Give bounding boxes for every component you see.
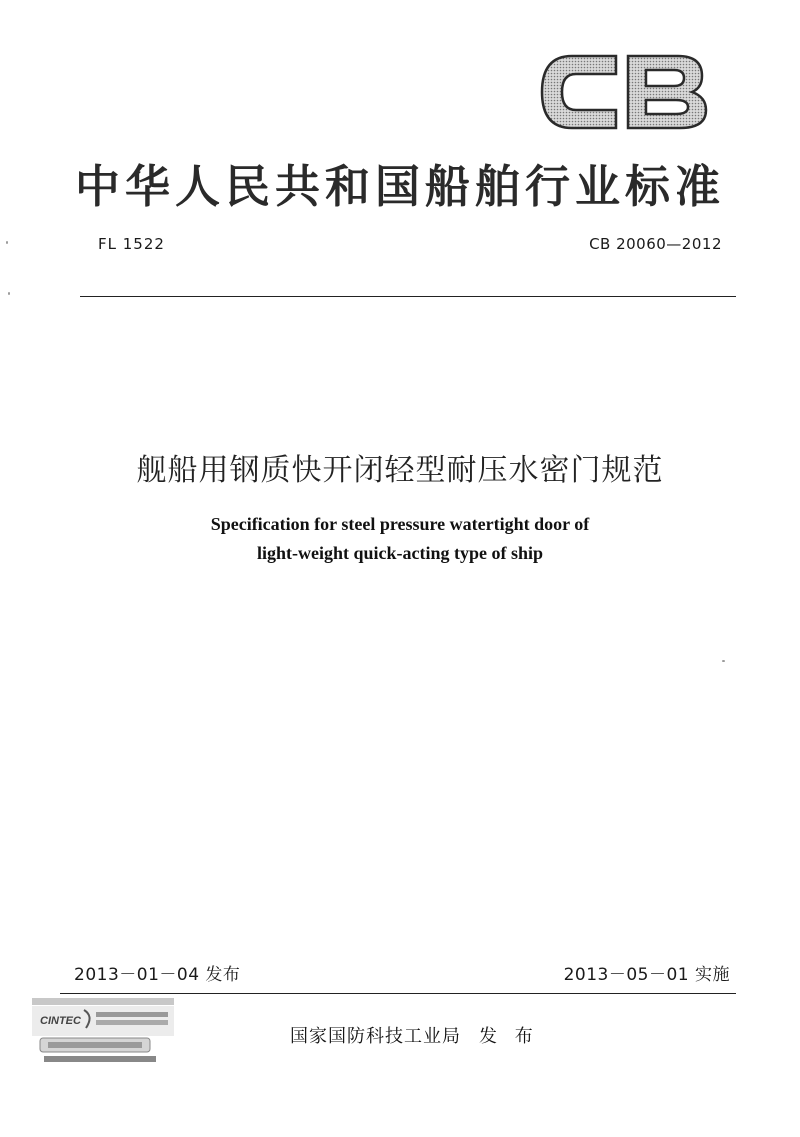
document-title-en-line2: light-weight quick-acting type of ship	[256, 543, 544, 563]
header-divider	[80, 296, 736, 297]
issue-date: 2013－01－04 发布	[74, 965, 241, 985]
implementation-date: 2013－05－01 实施	[563, 965, 730, 985]
issuer-line	[290, 1022, 539, 1048]
standard-number: CB 20060—2012	[589, 235, 722, 253]
issuer-name: 国家国防科技工业局	[290, 1026, 461, 1047]
anti-counterfeit-stamp	[30, 994, 180, 1072]
scan-speck	[8, 292, 10, 295]
scan-speck	[6, 241, 8, 244]
classification-code: FL 1522	[98, 235, 165, 253]
cb-logo	[538, 48, 710, 136]
issuer-verb: 发 布	[479, 1026, 539, 1047]
document-title-cn: 舰船用钢质快开闭轻型耐压水密门规范	[136, 453, 664, 488]
scan-speck	[722, 660, 725, 662]
svg-text:CINTEC: CINTEC	[40, 1015, 81, 1027]
standard-title: 中华人民共和国船舶行业标准	[74, 160, 725, 213]
document-title-en-line1: Specification for steel pressure watertight door of	[210, 514, 590, 534]
